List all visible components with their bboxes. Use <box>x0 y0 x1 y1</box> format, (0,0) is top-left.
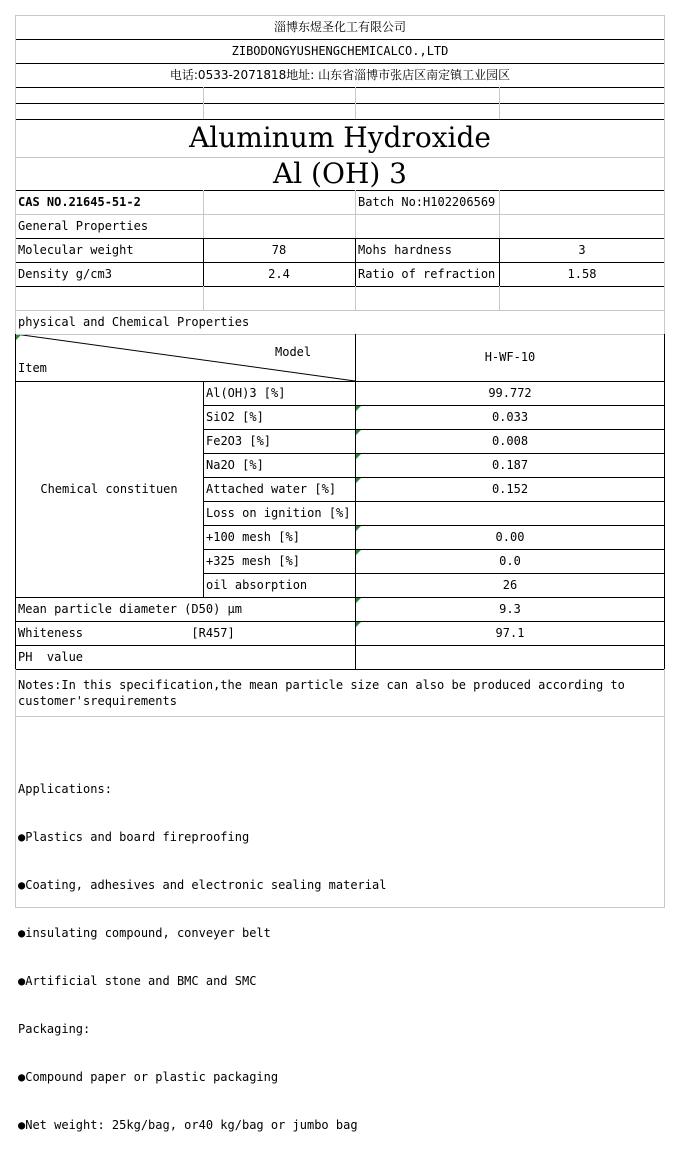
grid-line <box>15 157 665 158</box>
cell-marker <box>356 598 361 603</box>
general-value: 78 <box>271 243 287 257</box>
grid-line <box>15 597 665 598</box>
grid-line <box>203 549 665 550</box>
chemical-row <box>15 381 665 405</box>
general-heading-row <box>15 214 665 238</box>
physical-name: Whiteness [R457] <box>18 626 235 640</box>
grid-line <box>203 477 665 478</box>
grid-line <box>15 103 665 104</box>
company-cn-row <box>15 15 665 39</box>
packaging-item: ●Compound paper or plastic packaging <box>18 1070 279 1084</box>
grid-line <box>15 286 665 287</box>
product-formula: Al (OH) 3 <box>272 157 407 190</box>
grid-line <box>15 381 665 382</box>
model-value: H-WF-10 <box>484 350 536 364</box>
application-item: ●Plastics and board fireproofing <box>18 830 250 844</box>
grid-line <box>203 286 204 310</box>
chemical-value: 0.187 <box>491 458 529 472</box>
grid-line <box>203 87 204 119</box>
cell-marker <box>16 335 21 340</box>
applications-heading: Applications: <box>18 782 112 796</box>
general-label-2: Mohs hardness <box>358 243 452 257</box>
chemical-group-label: Chemical constituen <box>40 482 178 496</box>
cas-number: CAS NO.21645-51-2 <box>18 195 141 209</box>
applications-block <box>18 749 662 1165</box>
grid-line <box>15 716 665 717</box>
chemical-row <box>15 405 665 429</box>
grid-line <box>203 405 665 406</box>
grid-line <box>499 238 500 286</box>
application-item: ●Artificial stone and BMC and SMC <box>18 974 257 988</box>
grid-line <box>355 238 356 286</box>
grid-line <box>15 190 665 191</box>
product-formula-row <box>15 157 665 191</box>
grid-line <box>15 310 665 311</box>
model-label: Model <box>275 345 312 359</box>
cell-marker <box>356 406 361 411</box>
chemical-name: oil absorption <box>206 578 308 592</box>
physical-name: PH value <box>18 650 84 664</box>
cell-marker <box>356 550 361 555</box>
physical-row <box>15 645 665 669</box>
chemical-name: Na2O [%] <box>206 458 264 472</box>
physical-row <box>15 597 665 621</box>
chemical-name: +100 mesh [%] <box>206 530 300 544</box>
chemical-value: 26 <box>502 578 518 592</box>
packaging-heading: Packaging: <box>18 1022 91 1036</box>
contact-info: 电话:0533-2071818地址: 山东省淄博市张店区南定镇工业园区 <box>169 68 511 82</box>
physical-heading-row <box>15 310 665 334</box>
grid-line <box>15 907 665 908</box>
company-en-row <box>15 39 665 63</box>
notes-text: Notes:In this specification,the mean particle size can also be produced according to customer'srequirements <box>18 678 625 708</box>
grid-line <box>15 334 665 335</box>
general-label: Density g/cm3 <box>18 267 112 281</box>
grid-line <box>15 262 665 263</box>
chemical-value: 0.033 <box>491 410 529 424</box>
grid-line <box>203 429 665 430</box>
ids-row <box>15 190 665 214</box>
physical-value <box>355 645 665 669</box>
general-label-2: Ratio of refraction <box>358 267 496 281</box>
grid-line <box>203 238 204 286</box>
physical-heading: physical and Chemical Properties <box>18 315 250 329</box>
general-value-2: 1.58 <box>567 267 597 281</box>
grid-line <box>15 334 16 669</box>
cell-marker <box>356 430 361 435</box>
grid-line <box>355 190 356 238</box>
chemical-row <box>15 501 665 525</box>
product-name: Aluminum Hydroxide <box>189 121 491 154</box>
grid-line <box>15 119 665 120</box>
physical-value: 97.1 <box>495 626 525 640</box>
general-heading: General Properties <box>18 219 149 233</box>
cell-marker <box>356 454 361 459</box>
chemical-name: SiO2 [%] <box>206 410 264 424</box>
application-item: ●Coating, adhesives and electronic sealing material <box>18 878 387 892</box>
chemical-row <box>15 573 665 597</box>
grid-line <box>15 15 665 16</box>
chemical-row <box>15 549 665 573</box>
packaging-item: ●Net weight: 25kg/bag, or40 kg/bag or jumbo bag <box>18 1118 358 1132</box>
grid-line <box>15 87 665 88</box>
physical-value: 9.3 <box>499 602 521 616</box>
general-value: 2.4 <box>268 267 290 281</box>
general-row <box>15 262 665 286</box>
cell-marker <box>356 478 361 483</box>
chemical-value: 0.152 <box>491 482 529 496</box>
general-value-2: 3 <box>578 243 586 257</box>
grid-line <box>355 286 356 310</box>
chemical-name: Al(OH)3 [%] <box>206 386 286 400</box>
application-item: ●insulating compound, conveyer belt <box>18 926 271 940</box>
general-label: Molecular weight <box>18 243 134 257</box>
grid-line <box>15 645 665 646</box>
chemical-value: 0.00 <box>495 530 525 544</box>
chemical-value <box>355 501 665 525</box>
chemical-row <box>15 525 665 549</box>
grid-line <box>664 334 665 669</box>
chemical-name: Fe2O3 [%] <box>206 434 272 448</box>
grid-line <box>203 381 204 597</box>
chemical-row <box>15 477 665 501</box>
cell-marker <box>356 622 361 627</box>
grid-line <box>355 334 356 669</box>
diagonal-header-divider <box>15 334 356 381</box>
grid-line <box>15 214 665 215</box>
grid-line <box>15 39 665 40</box>
grid-line <box>15 63 665 64</box>
grid-line <box>499 87 500 119</box>
physical-name: Mean particle diameter (D50) μm <box>18 602 242 616</box>
contact-row <box>15 63 665 87</box>
chemical-row <box>15 453 665 477</box>
chemical-name: +325 mesh [%] <box>206 554 300 568</box>
grid-line <box>203 190 204 238</box>
chemical-value: 0.008 <box>491 434 529 448</box>
chemical-row <box>15 429 665 453</box>
company-en: ZIBODONGYUSHENGCHEMICALCO.,LTD <box>231 44 449 58</box>
general-row <box>15 238 665 262</box>
physical-row <box>15 621 665 645</box>
grid-line <box>203 573 665 574</box>
chemical-name: Loss on ignition [%] <box>206 506 351 520</box>
chemical-value: 99.772 <box>488 386 532 400</box>
grid-line <box>499 286 500 310</box>
grid-line <box>355 87 356 119</box>
grid-line <box>15 621 665 622</box>
grid-line <box>15 669 665 670</box>
grid-line <box>203 525 665 526</box>
batch-number: Batch No:H102206569 <box>358 195 496 209</box>
grid-line <box>499 190 500 238</box>
chemical-value: 0.0 <box>499 554 521 568</box>
item-label: Item <box>18 361 47 375</box>
model-header-row <box>15 334 665 381</box>
chemical-name: Attached water [%] <box>206 482 337 496</box>
grid-line <box>15 238 665 239</box>
company-cn: 淄博东煜圣化工有限公司 <box>273 20 406 34</box>
cell-marker <box>356 526 361 531</box>
product-name-row <box>15 119 665 157</box>
grid-line <box>203 501 665 502</box>
grid-line <box>203 453 665 454</box>
